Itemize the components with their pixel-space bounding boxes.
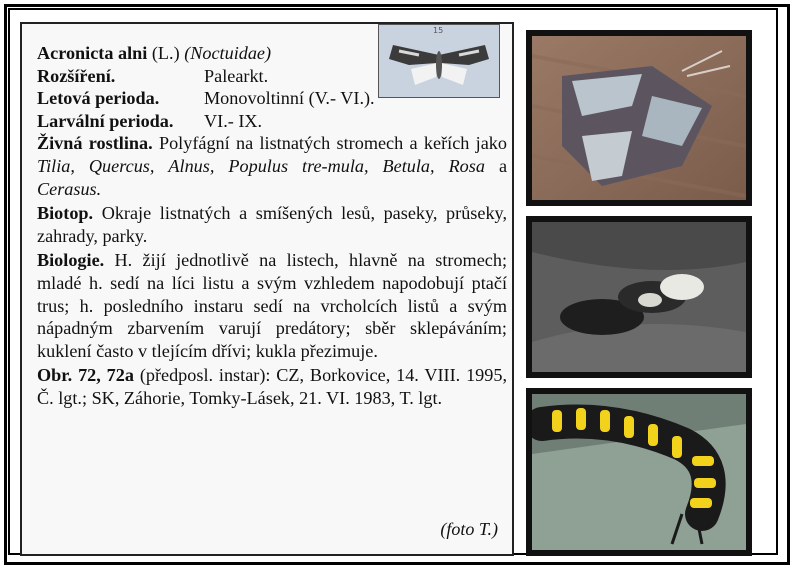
spread-moth-illustration <box>379 25 499 97</box>
biotope-label: Biotop. <box>37 203 94 224</box>
larval-period-row <box>37 110 507 133</box>
foodplant-and: a <box>498 155 508 176</box>
figures-paragraph <box>37 364 507 409</box>
species-text-panel <box>20 22 514 556</box>
larval-period-label: Larvální perioda. <box>37 110 174 131</box>
plant-betula: Betula, <box>382 155 435 176</box>
biotope-text: Okraje listnatých a smíšených lesů, paseky, průseky, zahrady, parky. <box>37 203 508 246</box>
young-larva-image <box>532 222 746 372</box>
plant-rosa: Rosa <box>448 155 485 176</box>
foodplant-paragraph <box>37 132 507 200</box>
distribution-value: Palearkt. <box>204 65 269 86</box>
biology-label: Biologie. <box>37 250 105 271</box>
plant-populus: Populus tre-mula, <box>228 155 369 176</box>
adult-moth-image <box>532 36 746 200</box>
biotope-paragraph <box>37 202 507 247</box>
flight-period-label: Letová perioda. <box>37 88 160 109</box>
species-name: Acronicta alni <box>37 43 148 63</box>
biology-paragraph <box>37 249 507 362</box>
mature-larva-image <box>532 394 746 550</box>
young-larva-photo <box>526 216 752 378</box>
flight-period-value: Monovoltinní (V.- VI.). <box>204 88 375 109</box>
plant-quercus: Quercus, <box>88 155 155 176</box>
plant-tilia: Tilia, <box>37 155 75 176</box>
figures-text: (předposl. instar): CZ, Borkovice, 14. VIII. 1995, Č. lgt.; SK, Záhorie, Tomky-Lásek, 21. VI. 1983, T. lgt. <box>37 365 507 408</box>
thumbnail-number: 15 <box>433 26 444 35</box>
larval-period-value: VI.- IX. <box>204 110 263 131</box>
foodplant-text: Polyfágní na listnatých stromech a keřích jako <box>158 133 507 154</box>
biology-text: H. žijí jednotlivě na listech, hlavně na stromech; mladé h. sedí na líci listu a svým vzhledem napodobují ptačí trus; h. posledního instaru sedí na vrcholcích listů a svým nápadným zbarvením varují predátory; sběr sklepáváním; kuklení často v tlejícím dřívi; kukla přezimuje. <box>37 250 508 361</box>
mature-larva-photo <box>526 388 752 556</box>
distribution-label: Rozšíření. <box>37 65 116 86</box>
plant-alnus: Alnus, <box>168 155 215 176</box>
photo-credit: (foto T.) <box>440 519 498 539</box>
adult-moth-thumbnail <box>378 24 500 98</box>
plant-cerasus: Cerasus. <box>37 178 102 199</box>
species-author: (L.) <box>151 43 180 63</box>
foodplant-label: Živná rostlina. <box>37 133 153 154</box>
adult-moth-photo <box>526 30 752 206</box>
figures-label: Obr. 72, 72a <box>37 365 134 386</box>
species-family: (Noctuidae) <box>184 43 272 63</box>
